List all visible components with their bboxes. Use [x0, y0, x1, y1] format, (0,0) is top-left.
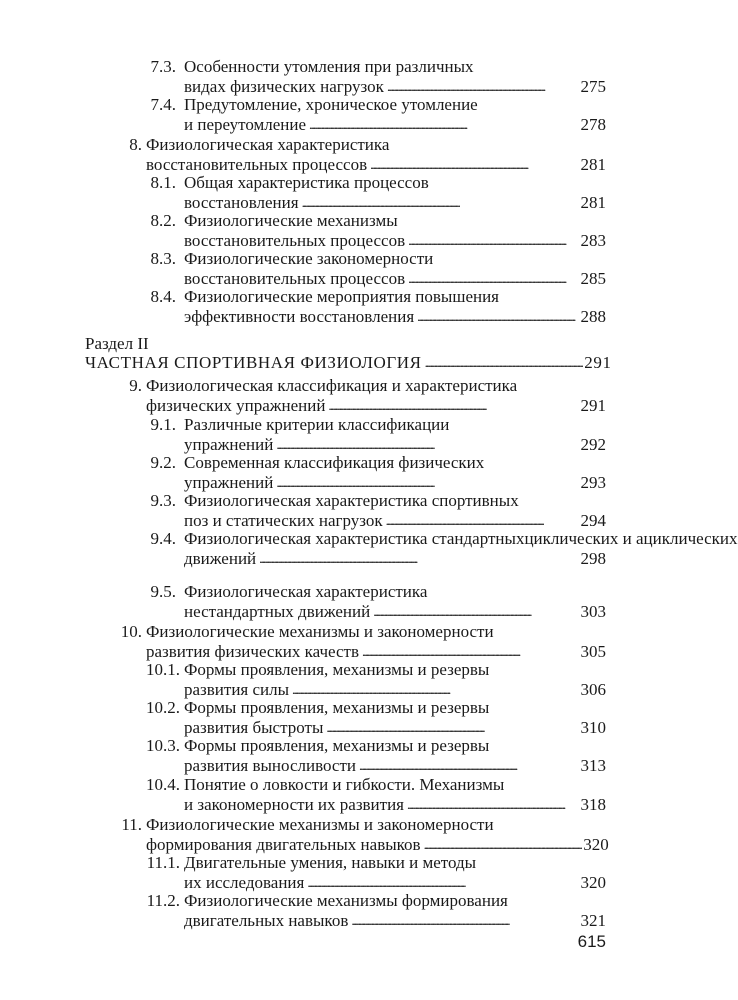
toc-entry[interactable] — [150, 249, 606, 290]
toc-entry-line: развития выносливости — [184, 756, 356, 775]
toc-entry-number: 9.1. — [150, 415, 176, 434]
toc-entry-number: 10.1. — [146, 660, 180, 679]
toc-entry-line: Предутомление, хроническое утомление — [184, 95, 478, 114]
toc-entry[interactable] — [146, 891, 606, 932]
toc-entry[interactable] — [150, 173, 606, 214]
dot-leader — [387, 76, 578, 97]
toc-entry-line: восстановительных процессов — [184, 269, 406, 288]
dot-leader — [326, 717, 577, 738]
toc-entry[interactable] — [150, 415, 606, 456]
toc-entry[interactable] — [146, 660, 606, 701]
dot-leader — [370, 154, 577, 175]
toc-entry[interactable] — [150, 57, 606, 98]
dot-leader — [351, 910, 577, 931]
toc-entry-number: 9.5. — [150, 582, 176, 601]
toc-entry-line: Физиологические мероприятия повышения — [184, 287, 499, 306]
toc-entry-page: 320 — [583, 835, 609, 854]
dot-leader — [276, 434, 577, 455]
section-page: 291 — [584, 353, 612, 372]
toc-entry-line: Физиологические механизмы формирования — [184, 891, 508, 910]
dot-leader — [307, 872, 577, 893]
toc-entry-page: 281 — [580, 155, 606, 174]
toc-entry-page: 281 — [580, 193, 606, 212]
dot-leader — [417, 306, 577, 327]
toc-entry[interactable] — [150, 582, 606, 623]
toc-entry-number: 11.1. — [146, 853, 180, 872]
toc-entry-page: 303 — [580, 602, 606, 621]
toc-entry-line: упражнений — [184, 435, 274, 454]
toc-entry-line: Физиологическая классификация и характеристика — [146, 376, 518, 395]
toc-entry-line: Физиологические закономерности — [184, 249, 434, 268]
toc-entry-line: Формы проявления, механизмы и резервы — [184, 660, 490, 679]
toc-entry-number: 10. — [120, 622, 142, 641]
toc-entry-line: Формы проявления, механизмы и резервы — [184, 736, 490, 755]
toc-entry[interactable] — [150, 287, 606, 328]
toc-entry-number: 7.4. — [150, 95, 176, 114]
toc-entry-number: 10.2. — [146, 698, 180, 717]
toc-entry[interactable] — [150, 95, 606, 136]
section-title-row — [85, 353, 612, 374]
toc-entry[interactable] — [146, 775, 606, 816]
toc-entry-line: Физиологические механизмы и закономерности — [146, 622, 494, 641]
toc-entry[interactable] — [146, 736, 606, 777]
toc-entry-number: 11.2. — [146, 891, 180, 910]
toc-entry-page: 310 — [580, 718, 606, 737]
dot-leader — [373, 601, 577, 622]
toc-entry-page: 313 — [580, 756, 606, 775]
toc-entry[interactable] — [146, 698, 606, 739]
toc-entry-line: Физиологическая характеристика стандартных — [184, 529, 525, 548]
toc-entry-number: 10.3. — [146, 736, 180, 755]
toc-entry-page: 305 — [580, 642, 606, 661]
section-title: ЧАСТНАЯ СПОРТИВНАЯ ФИЗИОЛОГИЯ — [85, 353, 422, 372]
dot-leader — [424, 834, 581, 855]
toc-entry[interactable] — [150, 453, 606, 494]
toc-entry-page: 285 — [580, 269, 606, 288]
dot-leader — [302, 192, 578, 213]
toc-entry-line: нестандартных движений — [184, 602, 371, 621]
toc-entry[interactable] — [121, 815, 609, 856]
toc-entry[interactable] — [146, 853, 606, 894]
toc-entry-page: 320 — [580, 873, 606, 892]
toc-entry-line: Двигательные умения, навыки и методы — [184, 853, 477, 872]
toc-entry-page: 275 — [580, 77, 606, 96]
toc-entry-page: 293 — [580, 473, 606, 492]
toc-entry[interactable] — [150, 211, 606, 252]
dot-leader — [309, 114, 577, 135]
toc-entry-line: развития силы — [184, 680, 290, 699]
toc-entry[interactable] — [150, 529, 738, 570]
toc-entry[interactable] — [129, 135, 606, 176]
toc-entry-number: 11. — [121, 815, 142, 834]
toc-entry-line: упражнений — [184, 473, 274, 492]
toc-entry-number: 10.4. — [146, 775, 180, 794]
toc-entry-number: 8.1. — [150, 173, 176, 192]
dot-leader — [359, 755, 578, 776]
toc-entry[interactable] — [150, 491, 606, 532]
toc-entry-line: и закономерности их развития — [184, 795, 405, 814]
toc-entry-line: эффективности восстановления — [184, 307, 415, 326]
toc-entry-line: поз и статических нагрузок — [184, 511, 383, 530]
toc-entry-number: 9.2. — [150, 453, 176, 472]
toc-entry-line: Современная классификация физических — [184, 453, 485, 472]
dot-leader — [328, 395, 577, 416]
toc-entry-line: Понятие о ловкости и гибкости. Механизмы — [184, 775, 505, 794]
toc-entry-line: Физиологическая характеристика — [146, 135, 390, 154]
dot-leader — [408, 230, 577, 251]
toc-entry-line: Общая характеристика процессов — [184, 173, 429, 192]
dot-leader — [259, 548, 577, 569]
toc-entry-line: их исследования — [184, 873, 305, 892]
page-number: 615 — [577, 932, 606, 951]
toc-entry-line: Особенности утомления при различных — [184, 57, 474, 76]
toc-entry-line: Различные критерии классификации — [184, 415, 450, 434]
toc-entry-page: 318 — [580, 795, 606, 814]
dot-leader — [362, 641, 578, 662]
toc-entry-line: Физиологическая характеристика — [184, 582, 428, 601]
toc-entry-line: видах физических нагрузок — [184, 77, 384, 96]
toc-entry-line: физических упражнений — [146, 396, 326, 415]
toc-entry-line: Формы проявления, механизмы и резервы — [184, 698, 490, 717]
dot-leader — [407, 794, 577, 815]
toc-entry-page: 292 — [580, 435, 606, 454]
toc-entry-number: 7.3. — [150, 57, 176, 76]
toc-entry-line: и переутомление — [184, 115, 307, 134]
toc-entry-number: 8. — [129, 135, 142, 154]
toc-entry-page: 278 — [580, 115, 606, 134]
toc-entry-page: 306 — [580, 680, 606, 699]
dot-leader — [292, 679, 577, 700]
toc-entry-page: 291 — [580, 396, 606, 415]
dot-leader — [276, 472, 577, 493]
toc-entry-page: 321 — [580, 911, 606, 930]
toc-entry-line: Физиологические механизмы — [184, 211, 398, 230]
toc-entry-line: восстановления — [184, 193, 299, 212]
toc-entry-line: развития быстроты — [184, 718, 324, 737]
toc-entry-number: 8.3. — [150, 249, 176, 268]
toc-entry-number: 9.4. — [150, 529, 176, 548]
section-label: Раздел II — [85, 334, 149, 353]
dot-leader — [386, 510, 578, 531]
toc-entry-line: Физиологическая характеристика спортивных — [184, 491, 519, 510]
dot-leader — [408, 268, 577, 289]
toc-entry-line: формирования двигательных навыков — [146, 835, 421, 854]
toc-entry-number: 9. — [129, 376, 142, 395]
toc-entry[interactable] — [129, 376, 606, 417]
toc-entry[interactable] — [120, 622, 606, 663]
toc-entry-page: 288 — [580, 307, 606, 326]
toc-entry-line: восстановительных процессов — [146, 155, 368, 174]
toc-entry-page: 294 — [580, 511, 606, 530]
dot-leader — [425, 352, 582, 373]
toc-entry-line: восстановительных процессов — [184, 231, 406, 250]
toc-entry-page: 298 — [580, 549, 606, 568]
toc-entry-line: движений — [184, 549, 257, 568]
toc-entry-number: 8.2. — [150, 211, 176, 230]
toc-entry-line: двигательных навыков — [184, 911, 349, 930]
toc-entry-page: 283 — [580, 231, 606, 250]
toc-entry-number: 9.3. — [150, 491, 176, 510]
toc-entry-number: 8.4. — [150, 287, 176, 306]
toc-entry-line: циклических и ациклических — [524, 529, 738, 548]
toc-entry-line: Физиологические механизмы и закономерности — [146, 815, 494, 834]
toc-entry-line: развития физических качеств — [146, 642, 359, 661]
